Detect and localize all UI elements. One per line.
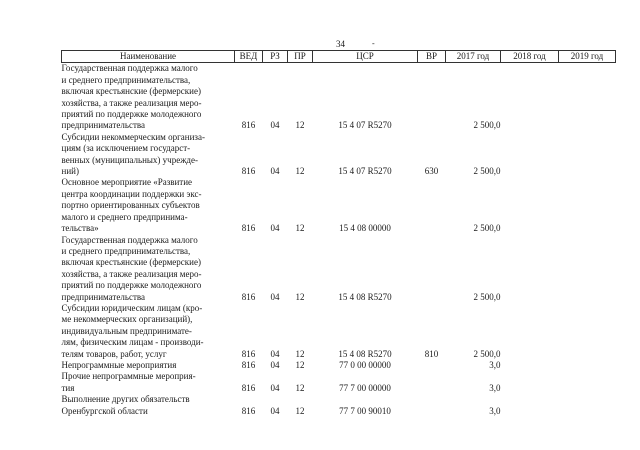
row-rz: 04	[270, 405, 280, 416]
header-ved: ВЕД	[235, 51, 263, 63]
row-name-line: Государственная поддержка малого	[61, 63, 198, 74]
scan-mark: -	[372, 39, 375, 48]
row-ved: 816	[241, 223, 256, 234]
row-rz: 04	[270, 382, 280, 393]
row-2017: 3,0	[489, 382, 501, 393]
row-2018	[501, 394, 559, 417]
table-row	[62, 235, 616, 303]
row-2019	[559, 371, 616, 394]
row-2019	[559, 177, 616, 234]
row-2018	[501, 177, 559, 234]
row-ved: 816	[241, 405, 256, 416]
header-2019: 2019 год	[559, 51, 616, 63]
row-name-line: включая крестьянские (фермерские)	[61, 86, 201, 97]
budget-table	[61, 50, 616, 417]
row-pr: 12	[295, 223, 305, 234]
row-2017: 3,0	[489, 405, 501, 416]
row-2019	[559, 303, 616, 360]
header-pr: ПР	[288, 51, 313, 63]
row-name	[62, 63, 235, 132]
header-rz: РЗ	[263, 51, 288, 63]
header-name: Наименование	[62, 51, 235, 63]
table-row	[62, 63, 616, 132]
row-ved: 816	[241, 359, 256, 370]
row-name-line: Выполнение других обязательств	[61, 394, 190, 405]
row-ved: 816	[241, 291, 256, 302]
row-name-line: тия	[61, 382, 75, 393]
row-2019	[559, 394, 616, 417]
row-name-line: циям (за исключением государст-	[61, 143, 191, 154]
row-name-line: ний)	[61, 166, 79, 177]
row-ved: 816	[241, 348, 256, 359]
row-pr: 12	[295, 291, 305, 302]
row-csr: 15 4 08 00000	[339, 223, 391, 234]
row-2017: 2 500,0	[473, 166, 501, 177]
row-name	[62, 371, 235, 394]
row-name-line: предпринимательства	[61, 120, 146, 131]
row-2019	[559, 360, 616, 371]
row-vr	[418, 235, 446, 303]
row-csr: 77 0 00 00000	[339, 359, 391, 370]
row-2018	[501, 132, 559, 178]
header-2017: 2017 год	[446, 51, 501, 63]
row-name-line: ме некоммерческих организаций),	[61, 314, 193, 325]
row-name-line: портно ориентированных субъектов	[61, 200, 200, 211]
row-rz: 04	[270, 359, 280, 370]
row-2019	[559, 132, 616, 178]
row-name-line: хозяйства, а также реализация меро-	[61, 268, 202, 279]
row-pr: 12	[295, 348, 305, 359]
row-2019	[559, 235, 616, 303]
row-2019	[559, 63, 616, 132]
table-row	[62, 371, 616, 394]
row-name	[62, 303, 235, 360]
header-csr: ЦСР	[313, 51, 418, 63]
table-header-row	[62, 51, 616, 63]
row-name	[62, 394, 235, 417]
row-vr	[418, 394, 446, 417]
row-rz: 04	[270, 348, 280, 359]
row-2018	[501, 63, 559, 132]
row-2018	[501, 360, 559, 371]
row-vr: 810	[424, 348, 439, 359]
row-name	[62, 235, 235, 303]
row-ved: 816	[241, 120, 256, 131]
row-csr: 15 4 07 R5270	[338, 120, 392, 131]
table-row	[62, 177, 616, 234]
row-name-line: Субсидии юридическим лицам (кро-	[61, 302, 203, 313]
row-name-line: Основное мероприятие «Развитие	[61, 177, 193, 188]
row-pr: 12	[295, 359, 305, 370]
row-name-line: венных (муниципальных) учрежде-	[61, 154, 198, 165]
row-rz: 04	[270, 166, 280, 177]
page-number: 34	[336, 39, 345, 49]
row-name-line: телям товаров, работ, услуг	[61, 348, 167, 359]
header-vr: ВР	[418, 51, 446, 63]
row-ved: 816	[241, 166, 256, 177]
row-csr: 77 7 00 90010	[339, 405, 391, 416]
row-name-line: Прочие непрограммные мероприя-	[61, 371, 196, 382]
row-2018	[501, 303, 559, 360]
row-name-line: предпринимательства	[61, 291, 146, 302]
row-name-line: Оренбургской области	[61, 405, 148, 416]
row-name-line: Субсидии некоммерческим организа-	[61, 131, 205, 142]
row-2017: 2 500,0	[473, 291, 501, 302]
row-pr: 12	[295, 382, 305, 393]
row-name	[62, 132, 235, 178]
row-2017: 2 500,0	[473, 223, 501, 234]
row-ved: 816	[241, 382, 256, 393]
row-pr: 12	[295, 166, 305, 177]
row-name-line: хозяйства, а также реализация меро-	[61, 97, 202, 108]
row-2017: 2 500,0	[473, 120, 501, 131]
row-csr: 15 4 08 R5270	[338, 348, 392, 359]
row-name-line: Государственная поддержка малого	[61, 234, 198, 245]
table-row	[62, 132, 616, 178]
row-vr: 630	[424, 166, 439, 177]
table-row	[62, 394, 616, 417]
row-name-line: приятий по поддержке молодежного	[61, 280, 202, 291]
row-pr: 12	[295, 405, 305, 416]
row-2018	[501, 371, 559, 394]
row-csr: 15 4 08 R5270	[338, 291, 392, 302]
row-name-line: лям, физическим лицам - производи-	[61, 337, 204, 348]
row-name-line: включая крестьянские (фермерские)	[61, 257, 201, 268]
row-csr: 77 7 00 00000	[339, 382, 391, 393]
row-vr	[418, 360, 446, 371]
row-csr: 15 4 07 R5270	[338, 166, 392, 177]
row-name	[62, 177, 235, 234]
table-row	[62, 303, 616, 360]
row-name-line: и среднего предпринимательства,	[61, 74, 191, 85]
row-name-line: и среднего предпринимательства,	[61, 245, 191, 256]
header-2018: 2018 год	[501, 51, 559, 63]
row-pr: 12	[295, 120, 305, 131]
row-rz: 04	[270, 223, 280, 234]
row-name-line: малого и среднего предпринима-	[61, 211, 188, 222]
row-name-line: тельства»	[61, 223, 99, 234]
row-vr	[418, 371, 446, 394]
row-name	[62, 360, 235, 371]
row-vr	[418, 177, 446, 234]
row-name-line: приятий по поддержке молодежного	[61, 109, 202, 120]
row-name-line: Непрограммные мероприятия	[61, 359, 177, 370]
row-name-line: индивидуальным предпринимате-	[61, 325, 192, 336]
row-2017: 2 500,0	[473, 348, 501, 359]
row-rz: 04	[270, 120, 280, 131]
row-2017: 3,0	[489, 359, 501, 370]
row-2018	[501, 235, 559, 303]
row-name-line: центра координации поддержки экс-	[61, 188, 202, 199]
row-vr	[418, 63, 446, 132]
row-rz: 04	[270, 291, 280, 302]
table-row	[62, 360, 616, 371]
